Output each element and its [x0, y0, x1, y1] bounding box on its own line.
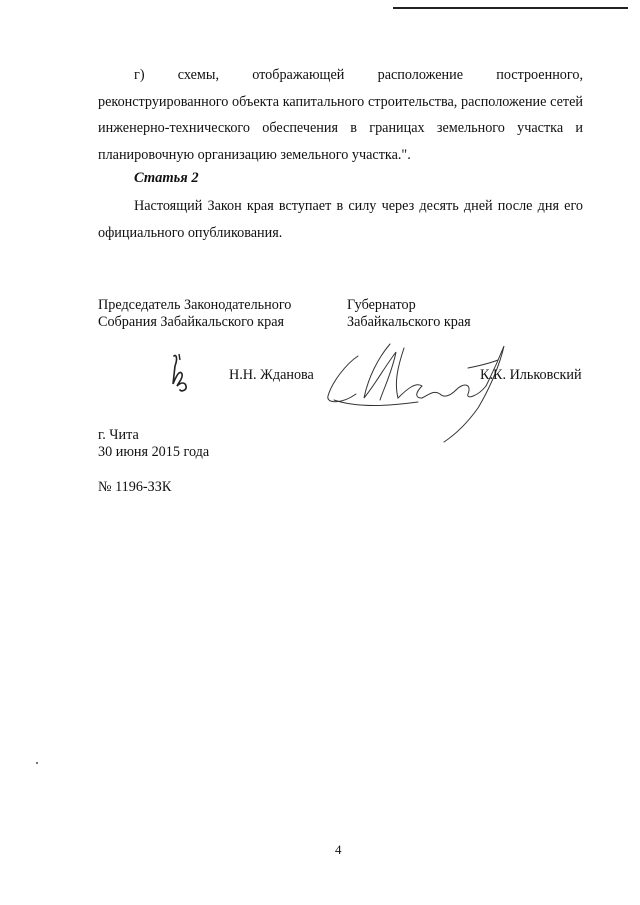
signature-right-image [318, 338, 514, 446]
paragraph-g [98, 62, 583, 168]
article-body [98, 193, 583, 246]
place: г. Чита [98, 427, 139, 443]
signatory-left-line2: Собрания Забайкальского края [98, 314, 285, 330]
signatory-right-line1: Губернатор [347, 297, 416, 313]
article-body-text: Настоящий Закон края вступает в силу через десять дней после дня его официального опубликования. [98, 198, 583, 241]
paragraph-g-text: г) схемы, отображающей расположение построенного, реконструированного объекта капитального строительства, расположение сетей инженерно-технического обеспечения в границах земельного участка и планировочную организацию земельного участка.". [98, 67, 583, 163]
article-title: Статья 2 [134, 170, 199, 186]
signatory-right-line2: Забайкальского края [347, 314, 471, 330]
signatory-left-title [98, 297, 291, 331]
signatory-right-name: К.К. Ильковский [480, 367, 582, 383]
header-rule [393, 7, 628, 9]
page-number: 4 [335, 842, 342, 857]
signatory-right-title [347, 297, 471, 331]
law-number: № 1196-ЗЗК [98, 479, 172, 495]
scan-speck [36, 762, 38, 764]
signatory-left-line1: Председатель Законодательного [98, 297, 292, 313]
signatory-left-name: Н.Н. Жданова [229, 367, 314, 383]
signature-left-image [168, 352, 192, 396]
place-and-date [98, 427, 209, 461]
date: 30 июня 2015 года [98, 444, 210, 460]
